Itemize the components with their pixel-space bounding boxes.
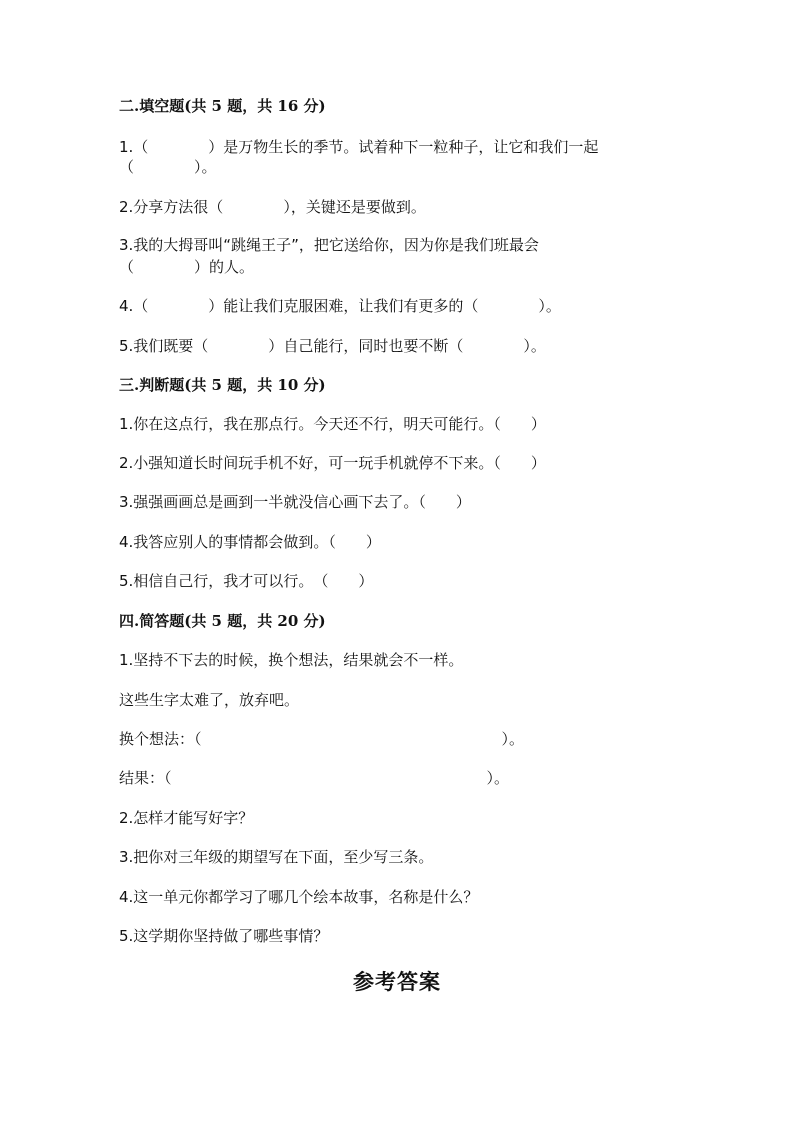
question-line: 换个想法：（ ）。 xyxy=(119,730,525,748)
question-line: 1.坚持不下去的时候，换个想法，结果就会不一样。 xyxy=(119,651,464,669)
question-line: 2.分享方法很（ ），关键还是要做到。 xyxy=(119,198,426,216)
question-line: 结果：（ ）。 xyxy=(119,769,510,787)
question-line: 4.（ ）能让我们克服困难，让我们有更多的（ ）。 xyxy=(119,297,561,315)
section-heading-short-answer: 四.简答题(共 5 题，共 20 分) xyxy=(119,612,326,630)
question-line: 1.你在这点行，我在那点行。今天还不行，明天可能行。（ ） xyxy=(119,415,546,433)
question-line: 3.强强画画总是画到一半就没信心画下去了。（ ） xyxy=(119,493,471,511)
question-line: 5.这学期你坚持做了哪些事情？ xyxy=(119,927,329,945)
question-line: 2.小强知道长时间玩手机不好，可一玩手机就停不下来。（ ） xyxy=(119,454,546,472)
question-line: （ ）的人。 xyxy=(119,258,255,276)
question-line: 3.我的大拇哥叫“跳绳王子”，把它送给你，因为你是我们班最会 xyxy=(119,236,539,254)
question-line: 3.把你对三年级的期望写在下面，至少写三条。 xyxy=(119,848,434,866)
question-line: 2.怎样才能写好字？ xyxy=(119,809,254,827)
question-line: 4.这一单元你都学习了哪几个绘本故事，名称是什么？ xyxy=(119,888,479,906)
question-line: 4.我答应别人的事情都会做到。（ ） xyxy=(119,533,381,551)
question-line: 这些生字太难了，放弃吧。 xyxy=(119,691,300,709)
section-heading-true-false: 三.判断题(共 5 题，共 10 分) xyxy=(119,376,326,394)
question-line: 5.我们既要（ ）自己能行，同时也要不断（ ）。 xyxy=(119,337,546,355)
question-line: （ ）。 xyxy=(119,158,217,176)
answer-key-title: 参考答案 xyxy=(353,969,441,994)
section-heading-fill-blank: 二.填空题(共 5 题，共 16 分) xyxy=(119,97,326,115)
question-line: 5.相信自己行，我才可以行。 （ ） xyxy=(119,572,374,590)
question-line: 1.（ ）是万物生长的季节。试着种下一粒种子，让它和我们一起 xyxy=(119,138,599,156)
